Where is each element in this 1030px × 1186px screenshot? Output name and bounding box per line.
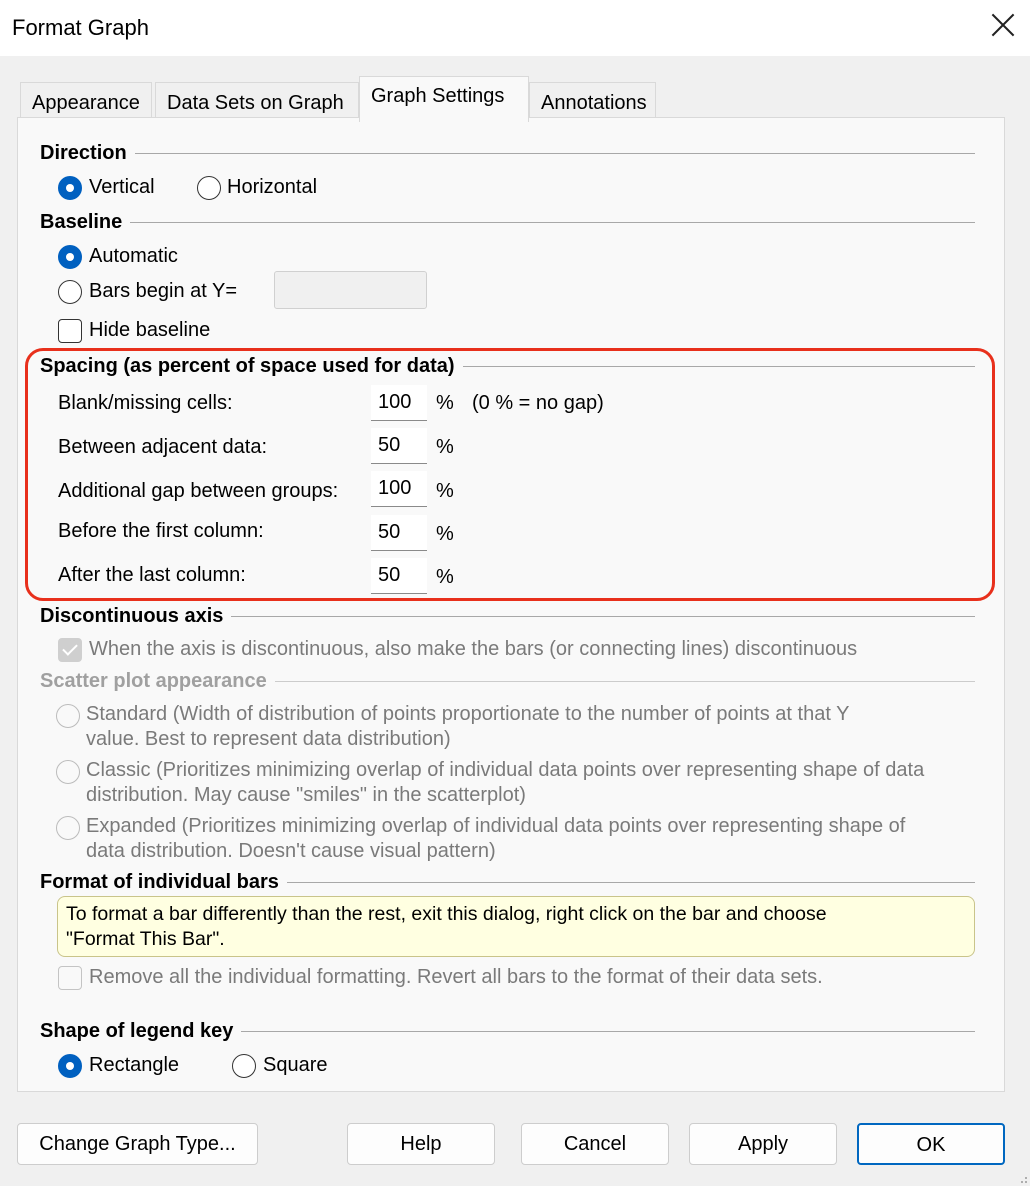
radio-rectangle-label[interactable]: Rectangle — [89, 1054, 180, 1076]
radio-square-label[interactable]: Square — [263, 1054, 328, 1076]
radio-vertical[interactable] — [58, 176, 82, 200]
radio-bars-begin-at-y-label[interactable]: Bars begin at Y= — [89, 280, 238, 302]
bars-begin-y-input[interactable] — [274, 271, 427, 309]
note-line-1: To format a bar differently than the rest, exit this dialog, right click on the bar and choose — [66, 903, 827, 925]
radio-square[interactable] — [232, 1054, 256, 1078]
percent-sign: % — [436, 480, 454, 502]
scatter-classic-line2: distribution. May cause "smiles" in the scatterplot) — [86, 784, 526, 806]
percent-sign: % — [436, 566, 454, 588]
percent-sign: % — [436, 392, 454, 414]
spacing-input-after-last[interactable]: 50 — [371, 558, 427, 594]
hide-baseline-label[interactable]: Hide baseline — [89, 319, 211, 341]
scatter-expanded-line1: Expanded (Prioritizes minimizing overlap of individual data points over representing shape of — [86, 815, 906, 837]
baseline-heading: Baseline — [40, 210, 123, 233]
legend-key-heading: Shape of legend key — [40, 1019, 234, 1042]
radio-scatter-standard[interactable] — [56, 704, 80, 728]
spacing-input-between-adjacent[interactable]: 50 — [371, 428, 427, 464]
individual-bars-info-note — [57, 896, 975, 957]
hide-baseline-checkbox[interactable] — [58, 319, 82, 343]
note-line-2: "Format This Bar". — [66, 928, 225, 950]
section-divider — [130, 222, 975, 223]
radio-vertical-label[interactable]: Vertical — [89, 176, 155, 198]
tab-data-sets-on-graph[interactable]: Data Sets on Graph — [155, 82, 359, 120]
radio-horizontal[interactable] — [197, 176, 221, 200]
legend-key-section-heading — [40, 1019, 975, 1043]
percent-sign: % — [436, 436, 454, 458]
title-bar — [0, 0, 1030, 56]
tab-appearance[interactable]: Appearance — [20, 82, 152, 120]
spacing-input-additional-gap[interactable]: 100 — [371, 471, 427, 507]
individual-bars-section-heading — [40, 870, 975, 894]
spacing-label-between-adjacent: Between adjacent data: — [58, 436, 268, 458]
remove-formatting-label: Remove all the individual formatting. Revert all bars to the format of their data sets. — [89, 966, 823, 988]
baseline-section-heading — [40, 210, 975, 234]
radio-bars-begin-at-y[interactable] — [58, 280, 82, 304]
radio-scatter-classic[interactable] — [56, 760, 80, 784]
discontinuous-section-heading — [40, 604, 975, 628]
spacing-input-blank-missing[interactable]: 100 — [371, 385, 427, 421]
spacing-label-after-last: After the last column: — [58, 564, 246, 586]
section-divider — [135, 153, 975, 154]
remove-formatting-checkbox[interactable] — [58, 966, 82, 990]
scatter-heading: Scatter plot appearance — [40, 669, 267, 692]
ok-button[interactable]: OK — [857, 1123, 1005, 1165]
tab-annotations[interactable]: Annotations — [529, 82, 656, 120]
spacing-label-blank-missing: Blank/missing cells: — [58, 392, 233, 414]
individual-bars-heading: Format of individual bars — [40, 870, 279, 893]
tab-graph-settings[interactable]: Graph Settings — [359, 76, 529, 122]
scatter-standard-line1: Standard (Width of distribution of points proportionate to the number of points at that Y — [86, 703, 850, 725]
scatter-classic-line1: Classic (Prioritizes minimizing overlap of individual data points over representing shape of data — [86, 759, 925, 781]
section-divider — [463, 366, 975, 367]
close-icon[interactable] — [990, 12, 1016, 38]
blank-gap-note: (0 % = no gap) — [472, 392, 604, 414]
resize-grip-icon[interactable] — [1016, 1172, 1028, 1184]
scatter-expanded-line2: data distribution. Doesn't cause visual pattern) — [86, 840, 496, 862]
section-divider — [287, 882, 975, 883]
window-title: Format Graph — [12, 15, 149, 40]
discontinuous-bars-checkbox[interactable] — [58, 638, 82, 662]
scatter-section-heading — [40, 669, 975, 693]
cancel-button[interactable]: Cancel — [521, 1123, 669, 1165]
section-divider — [241, 1031, 975, 1032]
apply-button[interactable]: Apply — [689, 1123, 837, 1165]
help-button[interactable]: Help — [347, 1123, 495, 1165]
discontinuous-heading: Discontinuous axis — [40, 604, 224, 627]
spacing-label-before-first: Before the first column: — [58, 520, 264, 542]
radio-automatic[interactable] — [58, 245, 82, 269]
change-graph-type-button[interactable]: Change Graph Type... — [17, 1123, 258, 1165]
radio-automatic-label[interactable]: Automatic — [89, 245, 178, 267]
spacing-input-before-first[interactable]: 50 — [371, 515, 427, 551]
spacing-section-heading — [40, 354, 975, 378]
discontinuous-bars-label: When the axis is discontinuous, also make the bars (or connecting lines) discontinuous — [89, 638, 858, 660]
section-divider — [275, 681, 975, 682]
spacing-label-additional-gap: Additional gap between groups: — [58, 480, 339, 502]
direction-section-heading — [40, 141, 975, 165]
radio-rectangle[interactable] — [58, 1054, 82, 1078]
spacing-heading: Spacing (as percent of space used for data) — [40, 354, 455, 377]
scatter-standard-line2: value. Best to represent data distribution) — [86, 728, 451, 750]
direction-heading: Direction — [40, 141, 127, 164]
percent-sign: % — [436, 523, 454, 545]
radio-scatter-expanded[interactable] — [56, 816, 80, 840]
section-divider — [231, 616, 975, 617]
radio-horizontal-label[interactable]: Horizontal — [227, 176, 318, 198]
